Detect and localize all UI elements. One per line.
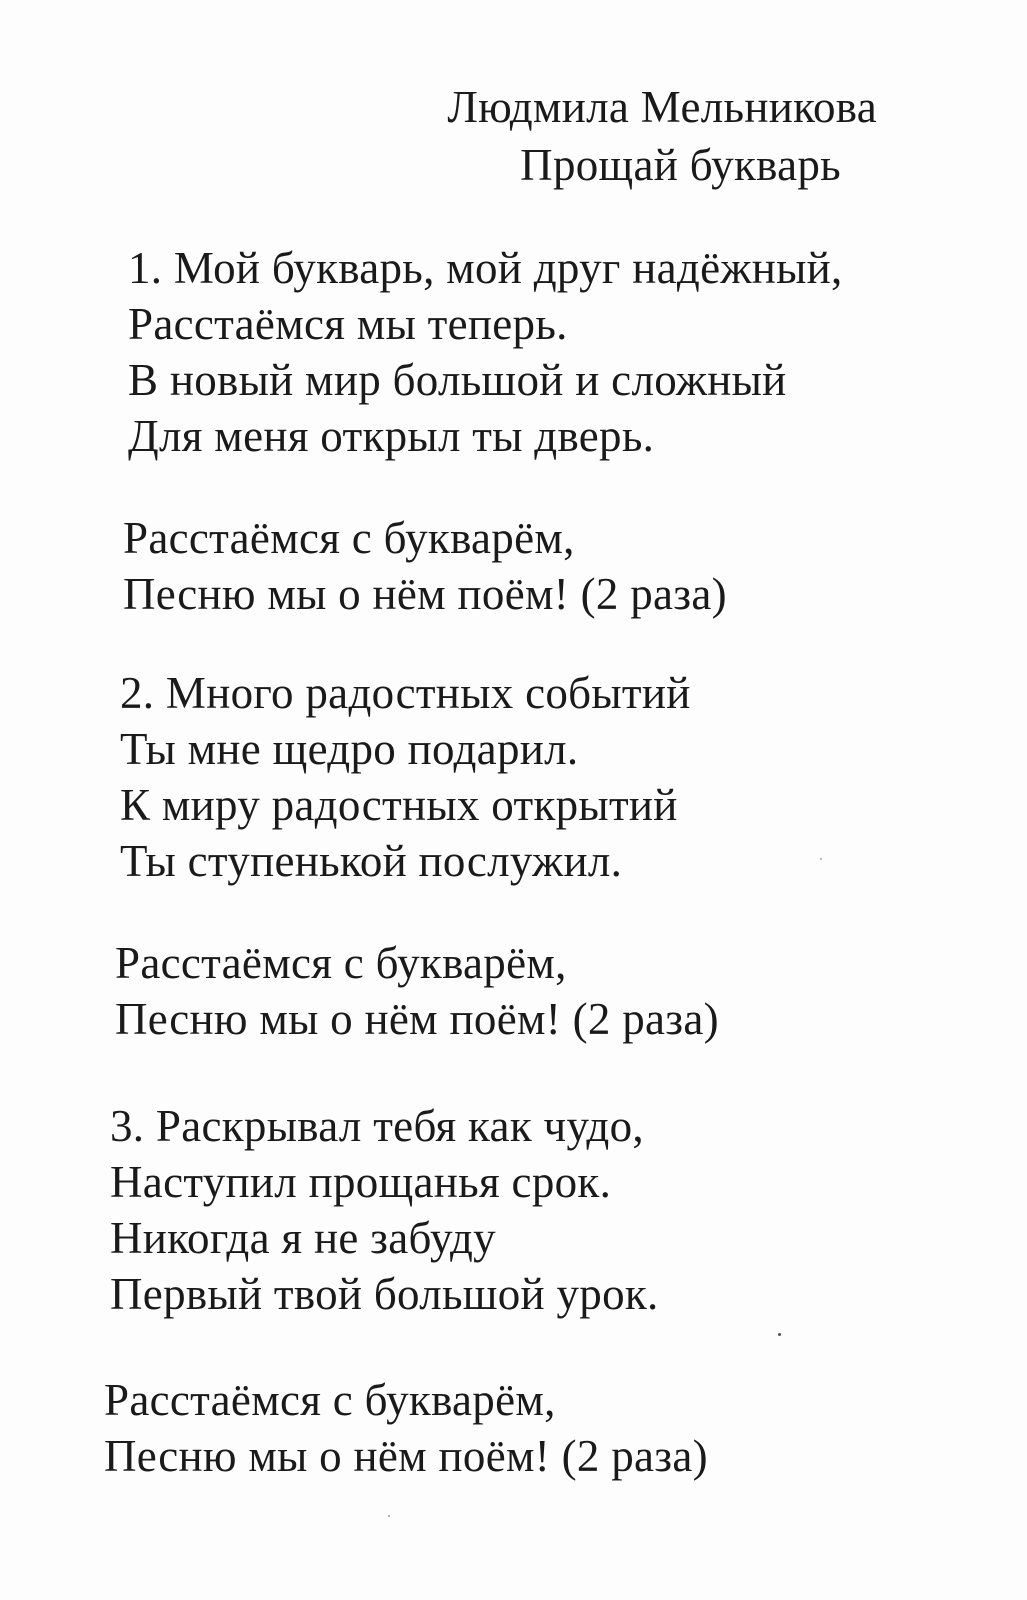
verse-line: Первый твой большой урок. [110,1269,659,1319]
verse-line: 2. Много радостных событий [120,668,691,718]
verse-line: 3. Раскрывал тебя как чудо, [110,1101,644,1151]
author-name: Людмила Мельникова [447,82,877,132]
verse-3 [110,1098,659,1322]
verse-line: Расстаёмся мы теперь. [128,299,568,349]
verse-line: В новый мир большой и сложный [128,355,787,405]
chorus-3 [104,1372,708,1484]
verse-line: Ты ступенькой послужил. [120,836,623,886]
scan-speck [388,1515,390,1517]
scan-speck [778,1333,781,1336]
chorus-line: Расстаёмся с букварём, [104,1375,556,1425]
chorus-line: Расстаёмся с букварём, [115,938,567,988]
chorus-line: Песню мы о нём поём! (2 раза) [104,1431,708,1481]
song-title: Прощай букварь [520,140,841,190]
verse-line: Ты мне щедро подарил. [120,724,579,774]
verse-2 [120,665,691,889]
chorus-line: Песню мы о нём поём! (2 раза) [115,994,719,1044]
verse-line: Наступил прощанья срок. [110,1157,612,1207]
chorus-2 [115,935,719,1047]
verse-line: Для меня открыл ты дверь. [128,411,655,461]
verse-1 [128,240,843,464]
song-header [447,78,877,194]
verse-line: Никогда я не забуду [110,1213,496,1263]
verse-line: К миру радостных открытий [120,780,678,830]
chorus-1 [123,510,727,622]
chorus-line: Расстаёмся с букварём, [123,513,575,563]
scan-speck [820,858,822,860]
chorus-line: Песню мы о нём поём! (2 раза) [123,569,727,619]
verse-line: 1. Мой букварь, мой друг надёжный, [128,243,843,293]
